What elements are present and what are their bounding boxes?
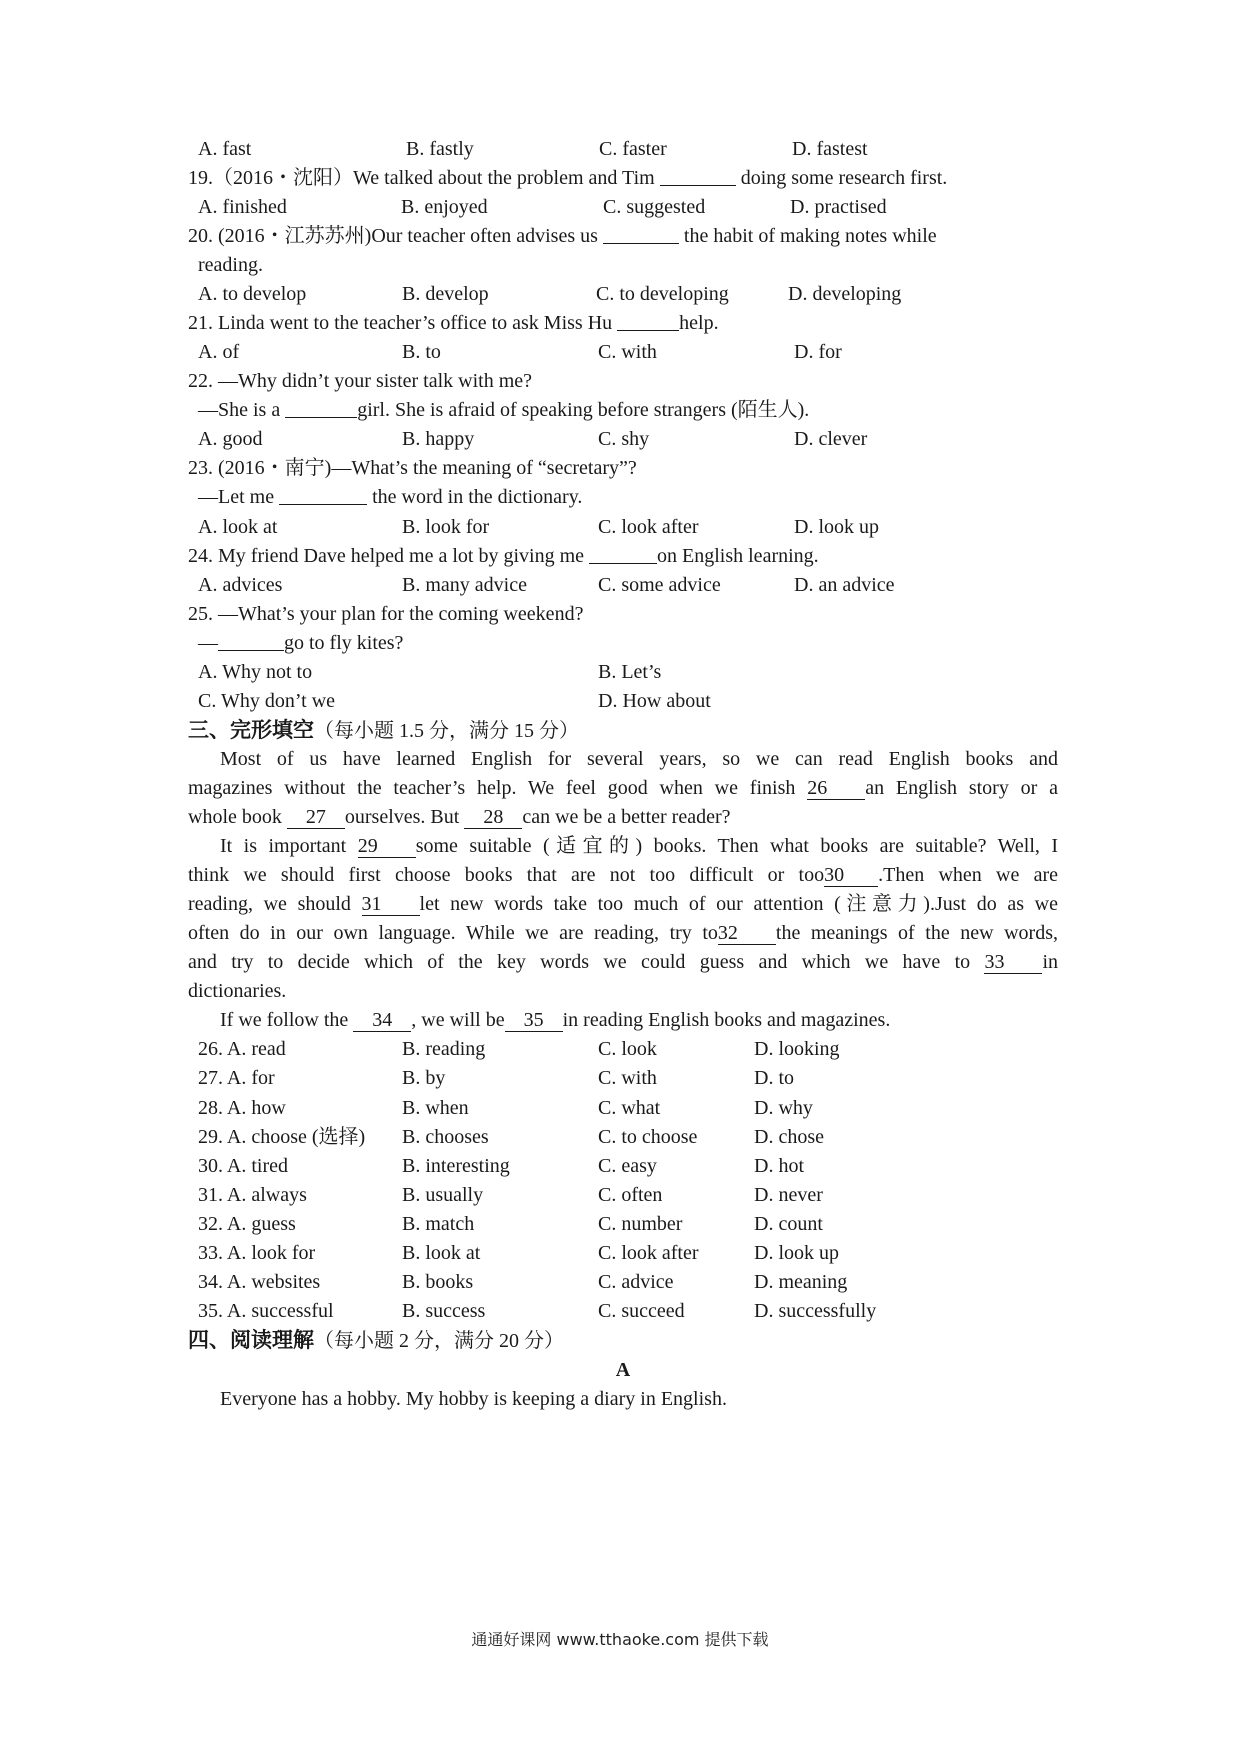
q22-response (188, 395, 1058, 425)
cloze-blank-27: 27 (287, 806, 345, 829)
cloze-text: magazines without the teacher’s help. We feel good when we finish (188, 777, 808, 799)
q22-blank (285, 397, 357, 418)
cloze-text: and try to decide which of the key words we could guess and which we have to (188, 951, 985, 973)
cloze-blank-32: 32 (718, 922, 776, 945)
q21-stem (188, 308, 1058, 338)
cloze-text: the meanings of the new words, (775, 922, 1058, 944)
cloze-options-30 (188, 1151, 1058, 1181)
cloze-30-option-d: D. hot (754, 1155, 804, 1177)
q23-option-a: A. look at (198, 516, 278, 538)
q18-options (188, 134, 1058, 164)
q20-blank (603, 223, 679, 244)
q22-option-c: C. shy (598, 428, 650, 450)
cloze-34-option-c: C. advice (598, 1271, 674, 1293)
cloze-31-option-a: 31. A. always (198, 1184, 307, 1206)
q25-response-text: — (198, 632, 218, 654)
cloze-text: ourselves. But (344, 806, 465, 828)
q23-option-b: B. look for (402, 516, 490, 538)
cloze-26-option-a: 26. A. read (198, 1038, 286, 1060)
cloze-options-31 (188, 1180, 1058, 1210)
cloze-options-33 (188, 1238, 1058, 1268)
passage-label: A (615, 1359, 631, 1381)
cloze-text: some suitable (适宜的) books. Then what books are suitable? Well, I (415, 835, 1059, 857)
cloze-28-option-d: D. why (754, 1097, 813, 1119)
q19-option-a: A. finished (198, 196, 287, 218)
cloze-blank-29: 29 (358, 835, 416, 858)
q18-option-d: D. fastest (792, 138, 868, 160)
cloze-text: reading, we should (188, 893, 362, 915)
cloze-30-option-c: C. easy (598, 1155, 657, 1177)
cloze-p2-line5 (188, 947, 1058, 977)
q19-option-c: C. suggested (603, 196, 706, 218)
section4-heading (188, 1325, 1058, 1355)
cloze-26-option-c: C. look (598, 1038, 657, 1060)
cloze-options-32 (188, 1209, 1058, 1239)
q19-stem (188, 163, 1058, 193)
q24-blank (589, 543, 657, 564)
q25-question-text: 25. —What’s your plan for the coming weekend? (188, 603, 584, 625)
cloze-27-option-a: 27. A. for (198, 1067, 275, 1089)
cloze-text: often do in our own language. While we are reading, try to (188, 922, 718, 944)
cloze-blank-31: 31 (362, 893, 420, 916)
cloze-text: If we follow the (220, 1009, 354, 1031)
cloze-31-option-d: D. never (754, 1184, 823, 1206)
cloze-34-option-b: B. books (402, 1271, 474, 1293)
cloze-29-option-b: B. chooses (402, 1126, 489, 1148)
section3-title: 三、完形填空 (188, 718, 314, 742)
q20-option-b: B. develop (402, 283, 489, 305)
cloze-options-34 (188, 1267, 1058, 1297)
cloze-32-option-b: B. match (402, 1213, 475, 1235)
cloze-blank-30: 30 (824, 864, 878, 887)
cloze-35-option-c: C. succeed (598, 1300, 685, 1322)
q21-option-d: D. for (794, 341, 842, 363)
q18-option-c: C. faster (599, 138, 667, 160)
cloze-blank-35: 35 (505, 1009, 563, 1032)
cloze-29-option-a: 29. A. choose (选择) (198, 1126, 366, 1148)
cloze-32-option-d: D. count (754, 1213, 823, 1235)
cloze-options-28 (188, 1093, 1058, 1123)
q20-stem-line2 (188, 250, 1058, 280)
q20-stem-text: 20. (2016・江苏苏州)Our teacher often advises us (188, 225, 603, 247)
cloze-text: in reading English books and magazines. (562, 1009, 891, 1031)
cloze-31-option-c: C. often (598, 1184, 663, 1206)
q22-response-text: —She is a (198, 399, 286, 421)
q21-options (188, 337, 1058, 367)
cloze-p1-line1: Most of us have learned English for several years, so we can read English books and (220, 748, 1058, 770)
q22-option-b: B. happy (402, 428, 475, 450)
cloze-text: an English story or a (865, 777, 1058, 799)
cloze-text: let new words take too much of our attention (注意力).Just do as we (419, 893, 1058, 915)
cloze-options-26 (188, 1034, 1058, 1064)
q22-question-text: 22. —Why didn’t your sister talk with me? (188, 370, 533, 392)
cloze-p2-line3 (188, 889, 1058, 919)
q23-response-text-end: the word in the dictionary. (367, 486, 583, 508)
q19-stem-text-end: doing some research first. (735, 167, 948, 189)
cloze-p1-line2 (188, 773, 1058, 803)
q19-option-b: B. enjoyed (401, 196, 488, 218)
cloze-26-option-b: B. reading (402, 1038, 486, 1060)
page-footer: 通通好课网 www.tthaoke.com 提供下载 (471, 1630, 769, 1649)
cloze-options-27 (188, 1063, 1058, 1093)
q25-response (188, 628, 1058, 658)
cloze-options-35 (188, 1296, 1058, 1326)
cloze-33-option-c: C. look after (598, 1242, 699, 1264)
q19-options (188, 192, 1058, 222)
q23-option-d: D. look up (794, 516, 879, 538)
cloze-33-option-d: D. look up (754, 1242, 839, 1264)
q18-option-b: B. fastly (406, 138, 474, 160)
q23-response (188, 482, 1058, 512)
q20-stem-text-end: the habit of making notes while (678, 225, 937, 247)
q24-option-b: B. many advice (402, 574, 527, 596)
cloze-options-29 (188, 1122, 1058, 1152)
cloze-34-option-d: D. meaning (754, 1271, 848, 1293)
cloze-text: whole book (188, 806, 287, 828)
cloze-text: think we should first choose books that are not too difficult or too (188, 864, 825, 886)
cloze-27-option-c: C. with (598, 1067, 657, 1089)
q24-option-c: C. some advice (598, 574, 721, 596)
section4-title: 四、阅读理解 (188, 1328, 314, 1352)
q25-option-c: C. Why don’t we (198, 690, 336, 712)
cloze-p2-line1 (220, 831, 1058, 861)
section3-heading (188, 715, 1058, 745)
cloze-30-option-a: 30. A. tired (198, 1155, 288, 1177)
cloze-35-option-a: 35. A. successful (198, 1300, 334, 1322)
q22-option-d: D. clever (794, 428, 868, 450)
q20-option-d: D. developing (788, 283, 902, 305)
q21-option-a: A. of (198, 341, 240, 363)
q25-option-a: A. Why not to (198, 661, 313, 683)
q20-option-a: A. to develop (198, 283, 307, 305)
q21-option-c: C. with (598, 341, 657, 363)
q20-option-c: C. to developing (596, 283, 729, 305)
q18-option-a: A. fast (198, 138, 252, 160)
cloze-28-option-b: B. when (402, 1097, 469, 1119)
cloze-text: , we will be (411, 1009, 505, 1031)
q24-option-a: A. advices (198, 574, 283, 596)
q21-option-b: B. to (402, 341, 441, 363)
q23-option-c: C. look after (598, 516, 699, 538)
q23-response-text: —Let me (198, 486, 280, 508)
cloze-35-option-d: D. successfully (754, 1300, 877, 1322)
q24-options (188, 570, 1058, 600)
q24-stem-text: 24. My friend Dave helped me a lot by giving me (188, 545, 590, 567)
cloze-blank-28: 28 (464, 806, 522, 829)
cloze-34-option-a: 34. A. websites (198, 1271, 321, 1293)
cloze-text: in (1042, 951, 1058, 973)
cloze-28-option-a: 28. A. how (198, 1097, 286, 1119)
q25-options-row1 (188, 657, 1058, 687)
q24-stem (188, 541, 1058, 571)
cloze-p3-line1 (220, 1005, 1058, 1035)
cloze-32-option-a: 32. A. guess (198, 1213, 296, 1235)
q22-options (188, 424, 1058, 454)
cloze-28-option-c: C. what (598, 1097, 661, 1119)
q21-blank (617, 310, 679, 331)
cloze-27-option-d: D. to (754, 1067, 794, 1089)
cloze-31-option-b: B. usually (402, 1184, 484, 1206)
q23-question-text: 23. (2016・南宁)—What’s the meaning of “secretary”? (188, 457, 637, 479)
cloze-26-option-d: D. looking (754, 1038, 840, 1060)
q19-blank (660, 165, 736, 186)
q21-stem-text: 21. Linda went to the teacher’s office to ask Miss Hu (188, 312, 618, 334)
cloze-text: .Then when we are (878, 864, 1059, 886)
cloze-30-option-b: B. interesting (402, 1155, 510, 1177)
cloze-blank-34: 34 (353, 1009, 411, 1032)
cloze-text: It is important (220, 835, 358, 857)
cloze-29-option-d: D. chose (754, 1126, 824, 1148)
passage-a-first-line: Everyone has a hobby. My hobby is keeping a diary in English. (220, 1388, 727, 1410)
q21-stem-text-end: help. (679, 312, 719, 334)
q19-stem-text: 19.（2016・沈阳）We talked about the problem and Tim (188, 167, 660, 189)
cloze-29-option-c: C. to choose (598, 1126, 698, 1148)
q23-stem (188, 453, 1058, 483)
q22-response-text-end: girl. She is afraid of speaking before strangers (陌生人). (357, 399, 810, 421)
section4-score-note: （每小题 2 分，满分 20 分） (314, 1330, 564, 1352)
q25-blank (218, 630, 284, 651)
q24-option-d: D. an advice (794, 574, 895, 596)
q24-stem-text-end: on English learning. (657, 545, 819, 567)
q22-stem (188, 366, 1058, 396)
q25-option-b: B. Let’s (598, 661, 662, 683)
q25-response-text-end: go to fly kites? (284, 632, 404, 654)
q19-option-d: D. practised (790, 196, 887, 218)
q20-options (188, 279, 1058, 309)
cloze-33-option-b: B. look at (402, 1242, 481, 1264)
q22-option-a: A. good (198, 428, 263, 450)
cloze-text: can we be a better reader? (522, 806, 731, 828)
cloze-33-option-a: 33. A. look for (198, 1242, 316, 1264)
cloze-p2-line2 (188, 860, 1058, 890)
q25-stem (188, 599, 1058, 629)
q20-stem-continuation: reading. (198, 254, 263, 276)
cloze-35-option-b: B. success (402, 1300, 486, 1322)
cloze-blank-26: 26 (807, 777, 865, 800)
section3-score-note: （每小题 1.5 分，满分 15 分） (314, 720, 579, 742)
q25-option-d: D. How about (598, 690, 711, 712)
q23-blank (279, 484, 367, 505)
q23-options (188, 512, 1058, 542)
q25-options-row2 (188, 686, 1058, 716)
cloze-p2-line4 (188, 918, 1058, 948)
q20-stem (188, 221, 1058, 251)
cloze-blank-33: 33 (984, 951, 1042, 974)
cloze-27-option-b: B. by (402, 1067, 446, 1089)
cloze-p1-line3 (188, 802, 1058, 832)
cloze-p2-line6: dictionaries. (188, 980, 287, 1002)
cloze-32-option-c: C. number (598, 1213, 683, 1235)
